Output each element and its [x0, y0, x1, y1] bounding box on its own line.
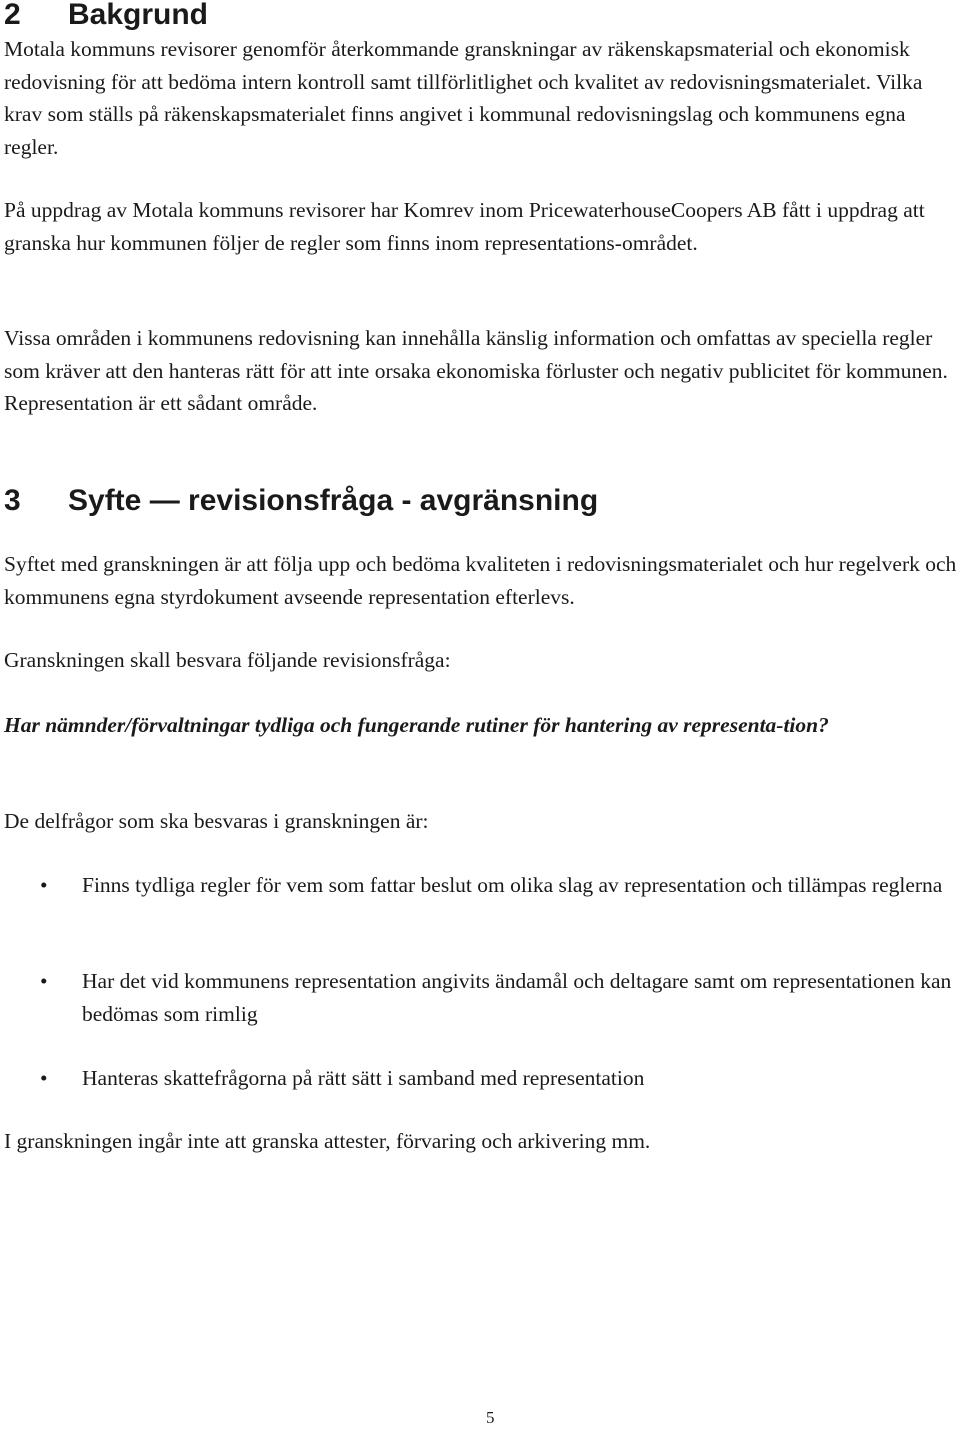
section-3-number: 3 [4, 484, 21, 517]
subquestion-3: Hanteras skattefrågorna på rätt sätt i samband med representation [82, 1066, 645, 1090]
bullet-icon: • [40, 873, 48, 897]
bullet-icon: • [40, 969, 48, 993]
bullet-icon: • [40, 1066, 48, 1090]
section-2-title: Bakgrund [68, 0, 209, 31]
question-intro: Granskningen skall besvara följande revisionsfråga: [4, 648, 451, 672]
section-3-heading [4, 484, 598, 518]
section-2-number: 2 [4, 0, 21, 31]
background-paragraph-2: På uppdrag av Motala kommuns revisorer har Komrev inom PricewaterhouseCoopers AB fått i uppdrag att granska hur kommunen följer de regler som finns inom representations-området. [4, 198, 925, 255]
subquestions-intro: De delfrågor som ska besvaras i granskningen är: [4, 809, 429, 833]
audit-question: Har nämnder/förvaltningar tydliga och fungerande rutiner för hantering av representa-tion? [4, 713, 829, 737]
background-paragraph-3: Vissa områden i kommunens redovisning kan innehålla känslig information och omfattas av speciella regler som kräver att den hanteras rätt för att inte orsaka ekonomiska förluster och negativ publicitet för kommunen. Representation är ett sådant område. [4, 326, 948, 415]
section-3-title: Syfte — revisionsfråga - avgränsning [68, 484, 599, 517]
background-paragraph-1: Motala kommuns revisorer genomför återkommande granskningar av räkenskapsmaterial och ekonomisk redovisning för att bedöma intern kontroll samt tillförlitlighet och kvalitet av redovisningsmaterialet. Vilka krav som ställs på räkenskapsmaterialet finns angivet i kommunal redovisningslag och kommunens egna regler. [4, 37, 923, 159]
exclusion-paragraph: I granskningen ingår inte att granska attester, förvaring och arkivering mm. [4, 1129, 651, 1153]
subquestion-1: Finns tydliga regler för vem som fattar beslut om olika slag av representation och tillämpas reglerna [82, 873, 943, 897]
section-2-heading [4, 0, 208, 32]
purpose-paragraph: Syftet med granskningen är att följa upp och bedöma kvaliteten i redovisningsmaterialet och hur regelverk och kommunens egna styrdokument avseende representation efterlevs. [4, 552, 957, 609]
page-number: 5 [486, 1408, 495, 1427]
subquestion-2: Har det vid kommunens representation angivits ändamål och deltagare samt om representationen kan bedömas som rimlig [82, 969, 952, 1026]
